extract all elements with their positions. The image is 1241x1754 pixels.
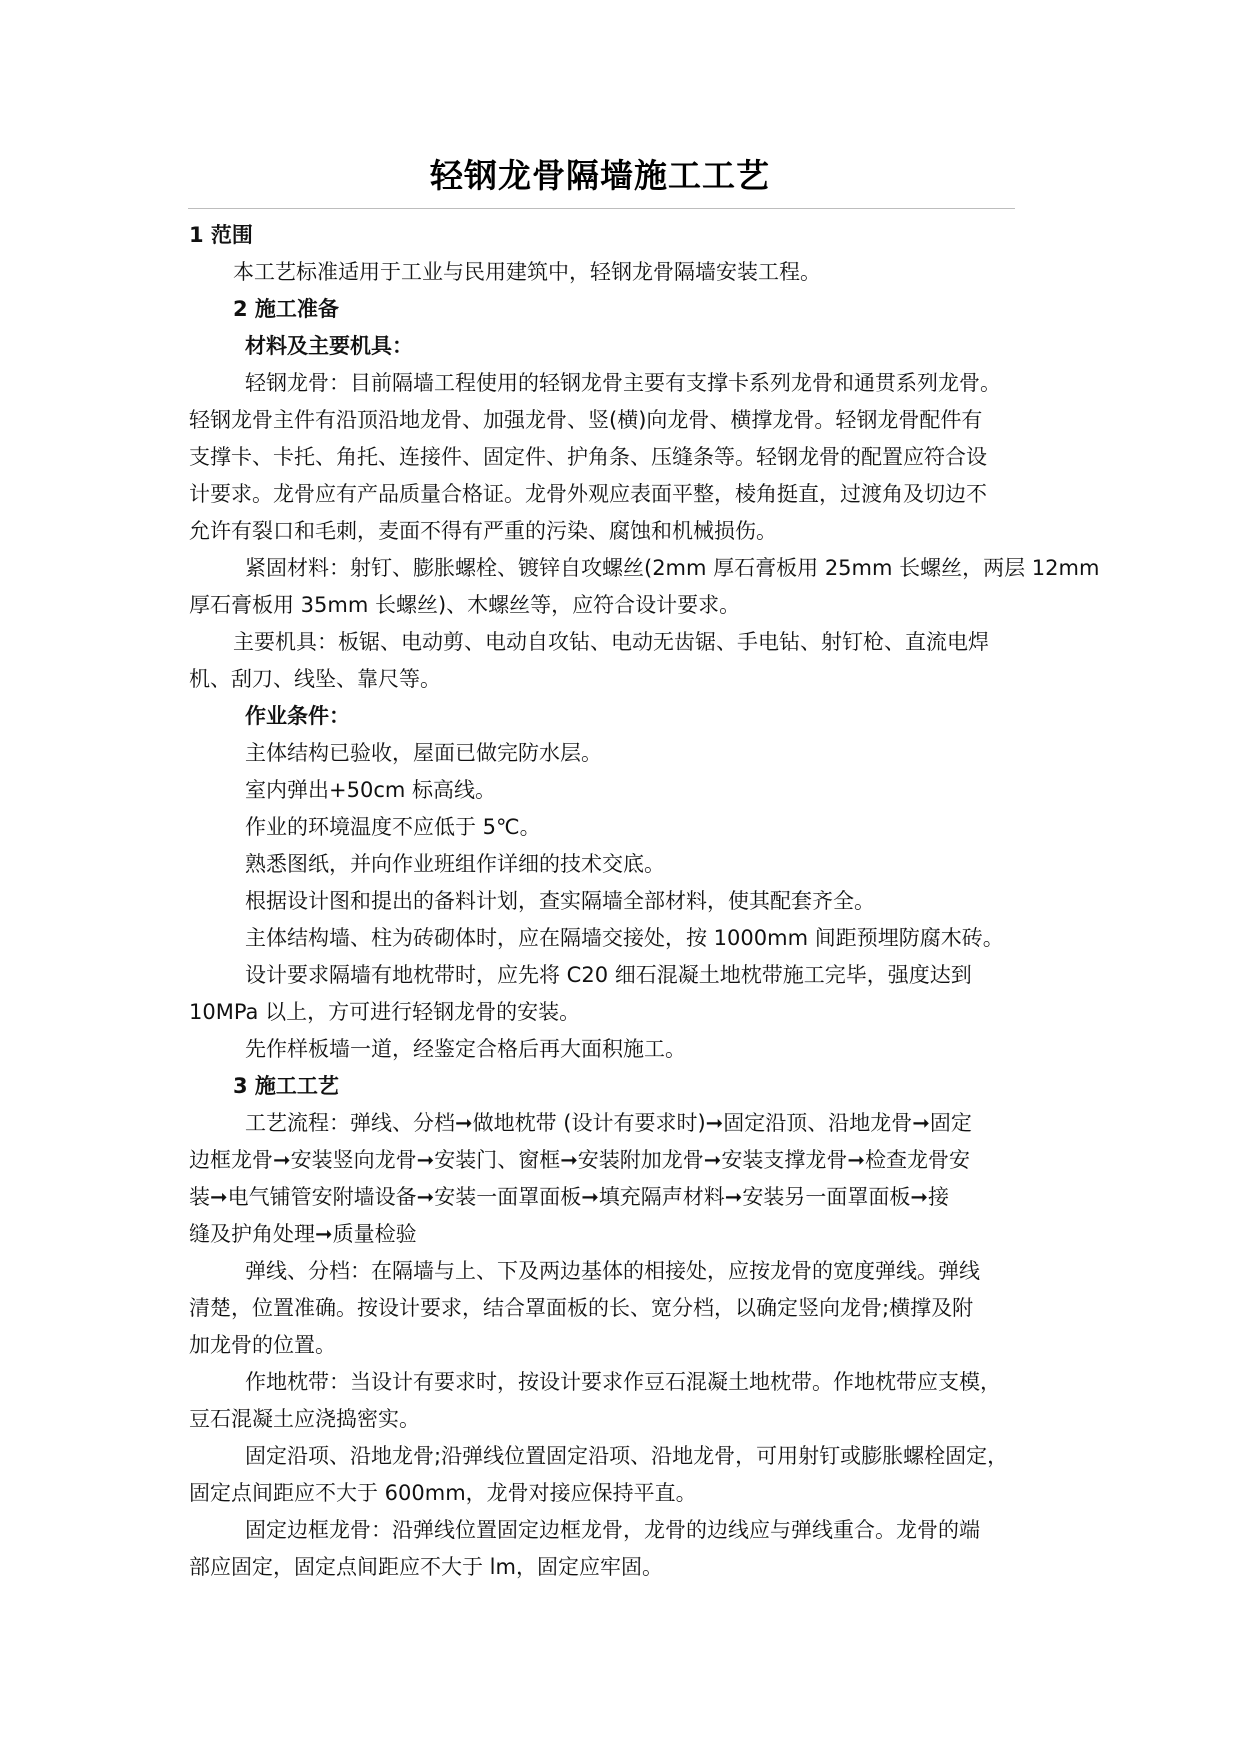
paragraph-fasteners bbox=[189, 550, 1100, 624]
subheading-conditions: 作业条件： bbox=[245, 704, 350, 728]
text-line: 轻钢龙骨：目前隔墙工程使用的轻钢龙骨主要有支撑卡系列龙骨和通贯系列龙骨。 bbox=[245, 371, 1001, 395]
text-line: 轻钢龙骨主件有沿顶沿地龙骨、加强龙骨、竖(横)向龙骨、横撑龙骨。轻钢龙骨配件有 bbox=[189, 408, 983, 432]
list-item: 根据设计图和提出的备料计划，查实隔墙全部材料，使其配套齐全。 bbox=[245, 889, 875, 913]
text-line: 紧固材料：射钉、膨胀螺栓、镀锌自攻螺丝(2mm 厚石膏板用 25mm 长螺丝，两层 12mm bbox=[245, 556, 1100, 580]
text-line: 计要求。龙骨应有产品质量合格证。龙骨外观应表面平整，棱角挺直，过渡角及切边不 bbox=[189, 482, 987, 506]
paragraph-scope: 本工艺标准适用于工业与民用建筑中，轻钢龙骨隔墙安装工程。 bbox=[233, 260, 821, 284]
text-line: 10MPa 以上，方可进行轻钢龙骨的安装。 bbox=[189, 1000, 581, 1024]
text-line: 边框龙骨➞安装竖向龙骨➞安装门、窗框➞安装附加龙骨➞安装支撑龙骨➞检查龙骨安 bbox=[189, 1148, 970, 1172]
list-item: 作业的环境温度不应低于 5℃。 bbox=[245, 815, 541, 839]
text-line: 缝及护角处理➞质量检验 bbox=[189, 1222, 417, 1246]
section-heading-preparation: 2 施工准备 bbox=[233, 297, 339, 321]
title-divider bbox=[188, 208, 1015, 209]
section-heading-scope: 1 范围 bbox=[189, 223, 253, 247]
document-title: 轻钢龙骨隔墙施工工艺 bbox=[430, 156, 770, 195]
text-line: 部应固定，固定点间距应不大于 lm，固定应牢固。 bbox=[189, 1555, 663, 1579]
text-line: 固定沿项、沿地龙骨;沿弹线位置固定沿项、沿地龙骨，可用射钉或膨胀螺栓固定， bbox=[245, 1444, 1009, 1468]
paragraph-frame-keel bbox=[189, 1512, 1069, 1586]
text-line: 作地枕带：当设计有要求时，按设计要求作豆石混凝土地枕带。作地枕带应支模， bbox=[245, 1370, 1001, 1394]
text-line: 固定点间距应不大于 600mm，龙骨对接应保持平直。 bbox=[189, 1481, 697, 1505]
paragraph-ground-pillow-work bbox=[189, 1364, 1069, 1438]
text-line: 工艺流程：弹线、分档➞做地枕带 (设计有要求时)➞固定沿顶、沿地龙骨➞固定 bbox=[245, 1111, 972, 1135]
document-body bbox=[189, 217, 1100, 1586]
text-line: 设计要求隔墙有地枕带时，应先将 C20 细石混凝土地枕带施工完毕，强度达到 bbox=[245, 963, 972, 987]
paragraph-ground-pillow bbox=[189, 957, 1069, 1031]
text-line: 弹线、分档：在隔墙与上、下及两边基体的相接处，应按龙骨的宽度弹线。弹线 bbox=[245, 1259, 980, 1283]
paragraph-process-flow bbox=[189, 1105, 1069, 1253]
list-item: 室内弹出+50cm 标高线。 bbox=[245, 778, 496, 802]
text-line: 清楚，位置准确。按设计要求，结合罩面板的长、宽分档，以确定竖向龙骨;横撑及附 bbox=[189, 1296, 974, 1320]
text-line: 允许有裂口和毛刺，麦面不得有严重的污染、腐蚀和机械损伤。 bbox=[189, 519, 777, 543]
text-line: 装➞电气铺管安附墙设备➞安装一面罩面板➞填充隔声材料➞安装另一面罩面板➞接 bbox=[189, 1185, 949, 1209]
section-heading-process: 3 施工工艺 bbox=[233, 1074, 339, 1098]
text-line: 加龙骨的位置。 bbox=[189, 1333, 336, 1357]
paragraph-top-bottom-keel bbox=[189, 1438, 1069, 1512]
paragraph-keel bbox=[189, 365, 1069, 550]
conditions-list bbox=[189, 735, 1069, 957]
text-line: 固定边框龙骨：沿弹线位置固定边框龙骨，龙骨的边线应与弹线重合。龙骨的端 bbox=[245, 1518, 980, 1542]
list-item: 熟悉图纸，并向作业班组作详细的技术交底。 bbox=[245, 852, 665, 876]
paragraph-sample-wall: 先作样板墙一道，经鉴定合格后再大面积施工。 bbox=[245, 1037, 686, 1061]
text-line: 机、刮刀、线坠、靠尺等。 bbox=[189, 667, 441, 691]
list-item: 主体结构已验收，屋面已做完防水层。 bbox=[245, 741, 602, 765]
subheading-materials: 材料及主要机具： bbox=[245, 334, 413, 358]
text-line: 主要机具：板锯、电动剪、电动自攻钻、电动无齿锯、手电钻、射钉枪、直流电焊 bbox=[233, 630, 989, 654]
text-line: 厚石膏板用 35mm 长螺丝)、木螺丝等，应符合设计要求。 bbox=[189, 593, 741, 617]
list-item: 主体结构墙、柱为砖砌体时，应在隔墙交接处，按 1000mm 间距预埋防腐木砖。 bbox=[245, 926, 1004, 950]
paragraph-layout-lines bbox=[189, 1253, 1069, 1364]
text-line: 豆石混凝土应浇捣密实。 bbox=[189, 1407, 420, 1431]
paragraph-tools bbox=[189, 624, 1069, 698]
text-line: 支撑卡、卡托、角托、连接件、固定件、护角条、压缝条等。轻钢龙骨的配置应符合设 bbox=[189, 445, 987, 469]
